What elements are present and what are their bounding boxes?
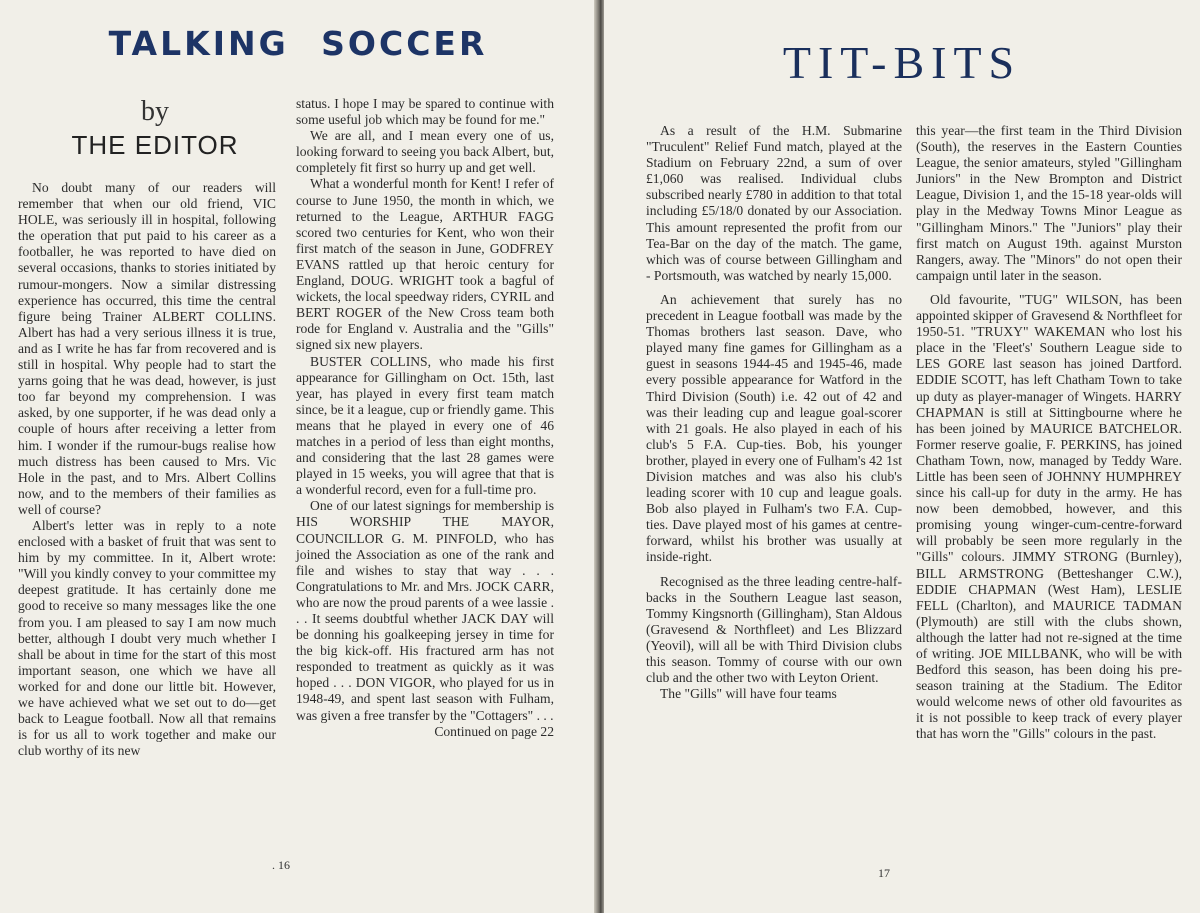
paragraph: Albert's letter was in reply to a note enclosed with a basket of fruit that was sent to him by my committee. In it, Albert wrote: "Will you kindly convey to your committee my deepest gratitude. It has certainly done me good to receive so many messages like the one from you. I am pleased to say I am now much better, although I doubt very much whether I shall be about in time for the start of this most important season, one which we have all worked for and done our little bit. However, we have achieved what we set out to do—get back to League football. Now all that remains is for us all to work together and make our club worthy of its new [18,517,276,759]
right-column-2 [916,123,1182,743]
paragraph: No doubt many of our readers will remember that when our old friend, VIC HOLE, was seriously ill in hospital, following the operation that put paid to his career as a footballer, he was reported to have died on several occasions, thanks to stories initiated by rumour-mongers. Now a similar distressing experience has occurred, this time the central figure being Trainer ALBERT COLLINS. Albert has had a very serious illness it is true, and as I write he has far from recovered and is still in hospital. Why people had to start the yarns going that he was dead, however, is just too far beyond my comprehension. I was asked, by one supporter, if he was dead only a couple of hours after receiving a letter from him. I wonder if the rumour-bugs realise how much distress has been caused to Mrs. Vic Hole in the past, and to Mrs. Albert Collins now, and to the members of their families as well of course? [18,180,276,517]
paragraph: The "Gills" will have four teams [660,686,837,702]
continued-note: Continued on page 22 [434,723,554,739]
page-number-16: . 16 [272,858,290,872]
left-column-2 [296,96,554,740]
right-page [604,0,1200,913]
left-page [0,0,596,913]
paragraph: BUSTER COLLINS, who made his first appearance for Gillingham on Oct. 15th, last year, has played in every first team match since, be it a league, cup or friendly game. This means that he played in every one of 46 matches in a period of less than eight months, and considering that the last 28 games were played in 15 weeks, you will agree that that is a wonderful record, even for a full-time pro. [296,353,554,498]
right-column-1 [646,123,902,702]
paragraph: status. I hope I may be spared to continue with some useful job which may be found for me." [296,96,554,128]
byline [30,96,280,161]
paragraph: We are all, and I mean every one of us, looking forward to seeing you back Albert, but, completely fit first so hurry up and get well. [296,128,554,176]
paragraph: this year—the first team in the Third Division (South), the reserves in the Eastern Counties League, the senior amateurs, styled "Gillingham Juniors" in the New Brompton and District League, Division 1, and the 15-18 year-olds will play in the Medway Towns Minor League as "Gillingham Minors." The "Juniors" play their first match on August 19th. against Murston Rangers, away. The "Minors" do not open their campaign until later in the season. [916,123,1182,283]
byline-author: THE EDITOR [71,130,239,160]
paragraph: As a result of the H.M. Submarine "Truculent" Relief Fund match, played at the Stadium on February 22nd, a sum of over £1,060 was realised. Individual clubs subscribed nearly £780 in addition to that total including £5/18/0 donated by our Association. This amount represented the profit from our Tea-Bar on the day of the match. The game, which was of course between Gillingham and - Portsmouth, was watched by nearly 15,000. [646,123,902,283]
paragraph: An achievement that surely has no precedent in League football was made by the Thomas brothers last season. Dave, who played many fine games for Gillingham as a guest in seasons 1944-45 and 1945-46, made every possible appearance for Watford in the Third Division (South) i.e. 42 out of 42 and was their leading cup and league goal-scorer with 21 goals. He also played in each of his club's 5 F.A. Cup-ties. Bob, his younger brother, played in every one of Fulham's 42 1st Division matches and was also his club's leading scorer with 10 cup and league goals. Bob also played in Fulham's two F.A. Cup-ties. Dave played most of his games at centre-forward, whilst his brother was usually at inside-right. [646,291,902,565]
paragraph: What a wonderful month for Kent! I refer of course to June 1950, the month in which, we returned to the League, ARTHUR FAGG scored two centuries for Kent, who won their first match of the season in June, GODFREY EVANS rattled up that heroic century for England, DOUG. WRIGHT took a bagful of wickets, the local speedway riders, CYRIL and BERT ROGER of the New Cross team both rode for England v. Australia and the "Gills" signed six new players. [296,176,554,353]
page-title-tit-bits: TIT-BITS [782,37,1022,88]
page-title-talking-soccer: TALKING SOCCER [108,24,488,63]
left-column-1 [18,180,276,759]
paragraph: Recognised as the three leading centre-half-backs in the Southern League last season, Tommy Kingsnorth (Gillingham), Stan Aldous (Gravesend & Northfleet) and Les Blizzard (Yeovil), will all be with Third Division clubs this season. Tommy of course with our own club and the other two with Leyton Orient. [646,573,902,686]
page-number-17: 17 [878,866,890,880]
byline-by: by [141,96,169,127]
paragraph: One of our latest signings for membership is HIS WORSHIP THE MAYOR, COUNCILLOR G. M. PINFOLD, who has joined the Association as one of the rank and file and wishes to stay that way . . . Congratulations to Mr. and Mrs. JOCK CARR, who are now the proud parents of a wee lassie . . . It seems doubtful whether JACK DAY will be donning his goalkeeping jersey in time for the big kick-off. His fractured arm has not responded to treatment as quickly as it was hoped . . . DON VIGOR, who played for us in 1948-49, and spent last season with Fulham, was given a free transfer by the "Cottagers" . . . [296,498,554,723]
paragraph: Old favourite, "TUG" WILSON, has been appointed skipper of Gravesend & Northfleet for 1950-51. "TRUXY" WAKEMAN who lost his place in the 'Fleet's' Southern League side to LES GORE last season has joined Dartford. EDDIE SCOTT, has left Chatham Town to take up duty as player-manager of Wingets. HARRY CHAPMAN is still at Sittingbourne where he has been joined by MAURICE BATCHELOR. Former reserve goalie, F. PERKINS, has joined Chatham Town, now, managed by Teddy Ware. Little has been seen of JOHNNY HUMPHREY since his call-up for duty in the army. He has now been demobbed, however, and this promising young winger-cum-centre-forward will probably be seen more regularly in the "Gills" colours. JIMMY STRONG (Burnley), BILL ARMSTRONG (Betteshanger C.W.), EDDIE CHAPMAN (West Ham), LESLIE FELL (Charlton), and MAURICE TADMAN (Plymouth) are still with the clubs shown, although the latter had not re-signed at the time of writing. JOE MILLBANK, who will be with Bedford this season, has been doing his pre-season training at the Stadium. The Editor would welcome news of other old favourites as it is not possible to keep track of every player that has worn the "Gills" colours in the past. [916,291,1182,742]
